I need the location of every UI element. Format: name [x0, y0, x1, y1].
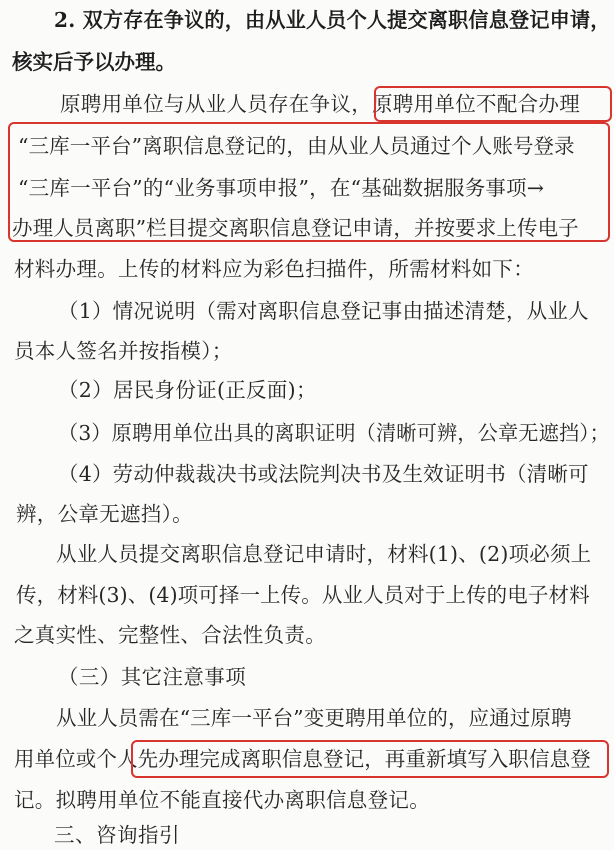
list-item-3: （3）原聘用单位出具的离职证明（清晰可辨，公章无遮挡）； [58, 421, 610, 445]
paragraph-line: 记。拟聘用单位不能直接代办离职信息登记。 [14, 788, 430, 812]
list-item-2: （2）居民身份证(正反面)； [58, 378, 317, 402]
paragraph-line: 从业人员提交离职信息登记申请时，材料(1)、(2)项必须上 [56, 542, 592, 566]
list-item-1: （1）情况说明（需对离职信息登记事由描述清楚，从业人 [58, 299, 589, 323]
paragraph-line: 之真实性、完整性、合法性负责。 [14, 623, 326, 647]
list-item-4-cont: 辨，公章无遮挡）。 [16, 502, 193, 526]
section-heading-consultation: 三、咨询指引 [54, 823, 180, 847]
section-heading-other-notes: （三）其它注意事项 [58, 665, 247, 689]
paragraph-line: 材料办理。上传的材料应为彩色扫描件，所需材料如下： [14, 257, 534, 281]
paragraph-line: 用单位或个人先办理完成离职信息登记，再重新填写入职信息登 [14, 747, 591, 771]
paragraph-line: 从业人员需在“三库一平台”变更聘用单位的，应通过原聘 [56, 706, 572, 730]
paragraph-line: “三库一平台”的“业务事项申报”，在“基础数据服务事项→ [18, 176, 545, 200]
paragraph-line: 传，材料(3)、(4)项可择一上传。从业人员对于上传的电子材料 [16, 583, 590, 607]
paragraph-line: 办理人员离职”栏目提交离职信息登记申请，并按要求上传电子 [12, 216, 579, 240]
heading-point-2-cont: 核实后予以办理。 [12, 50, 176, 74]
paragraph-line: “三库一平台”离职信息登记的，由从业人员通过个人账号登录 [18, 134, 575, 158]
list-item-1-cont: 员本人签名并按指模）； [14, 339, 233, 363]
paragraph-line: 原聘用单位与从业人员存在争议，原聘用单位不配合办理 [60, 92, 580, 116]
list-item-4: （4）劳动仲裁裁决书或法院判决书及生效证明书（清晰可 [58, 462, 589, 486]
heading-point-2: 2. 双方存在争议的，由从业人员个人提交离职信息登记申请， [54, 8, 611, 32]
